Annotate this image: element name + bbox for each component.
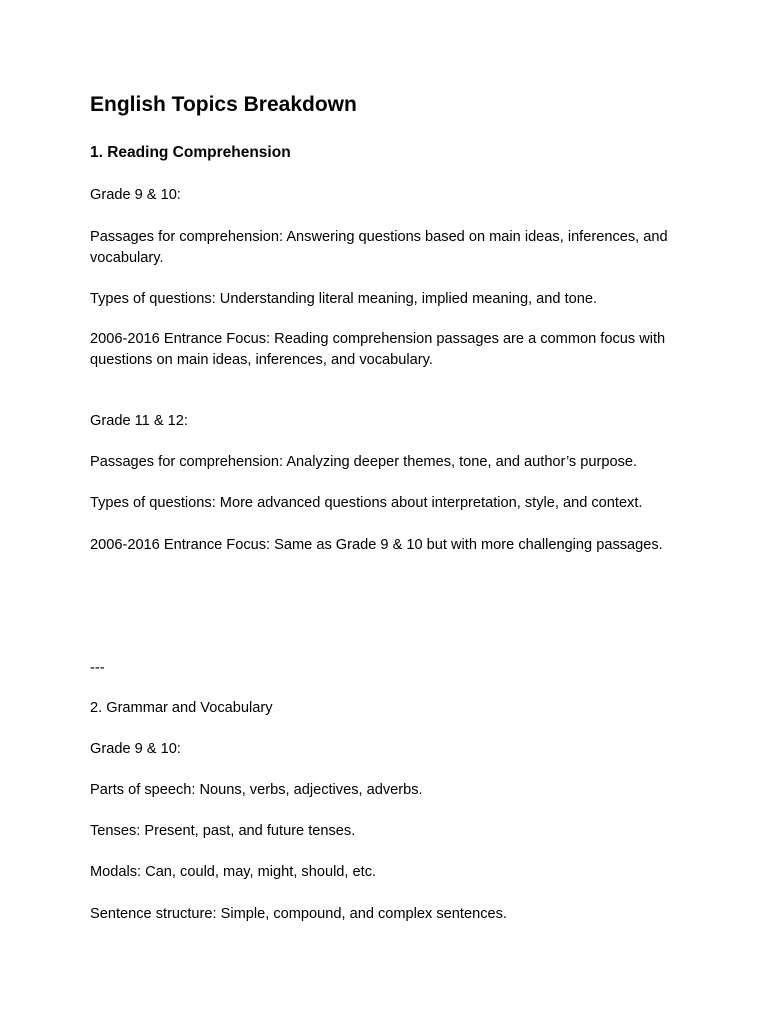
- section-2-grade-9-10-label: Grade 9 & 10:: [90, 741, 181, 757]
- section-1-grade-11-12-question-types: Types of questions: More advanced questions about interpretation, style, and context.: [90, 495, 643, 511]
- section-2-sentence-structure: Sentence structure: Simple, compound, and complex sentences.: [90, 906, 507, 922]
- section-1-grade-11-12-entrance-focus: 2006-2016 Entrance Focus: Same as Grade 9 & 10 but with more challenging passages.: [90, 537, 663, 553]
- section-1-grade-9-10-label: Grade 9 & 10:: [90, 187, 181, 203]
- section-1-grade-9-10-entrance-focus: 2006-2016 Entrance Focus: Reading comprehension passages are a common focus with questions on main ideas, inferences, and vocabulary.: [90, 331, 666, 368]
- document-title: English Topics Breakdown: [90, 93, 357, 116]
- section-2-modals: Modals: Can, could, may, might, should, etc.: [90, 864, 377, 880]
- section-separator: ---: [90, 660, 105, 676]
- section-1-grade-9-10-passages: Passages for comprehension: Answering questions based on main ideas, inferences, and vocabulary.: [90, 229, 668, 266]
- section-2-heading: 2. Grammar and Vocabulary: [90, 700, 273, 716]
- section-1-heading: 1. Reading Comprehension: [90, 144, 291, 161]
- section-2-tenses: Tenses: Present, past, and future tenses.: [90, 823, 356, 839]
- section-1-grade-11-12-label: Grade 11 & 12:: [90, 413, 188, 429]
- section-1-grade-11-12-passages: Passages for comprehension: Analyzing deeper themes, tone, and author’s purpose.: [90, 454, 638, 470]
- section-2-parts-of-speech: Parts of speech: Nouns, verbs, adjectives, adverbs.: [90, 782, 423, 798]
- section-1-grade-9-10-question-types: Types of questions: Understanding literal meaning, implied meaning, and tone.: [90, 291, 598, 307]
